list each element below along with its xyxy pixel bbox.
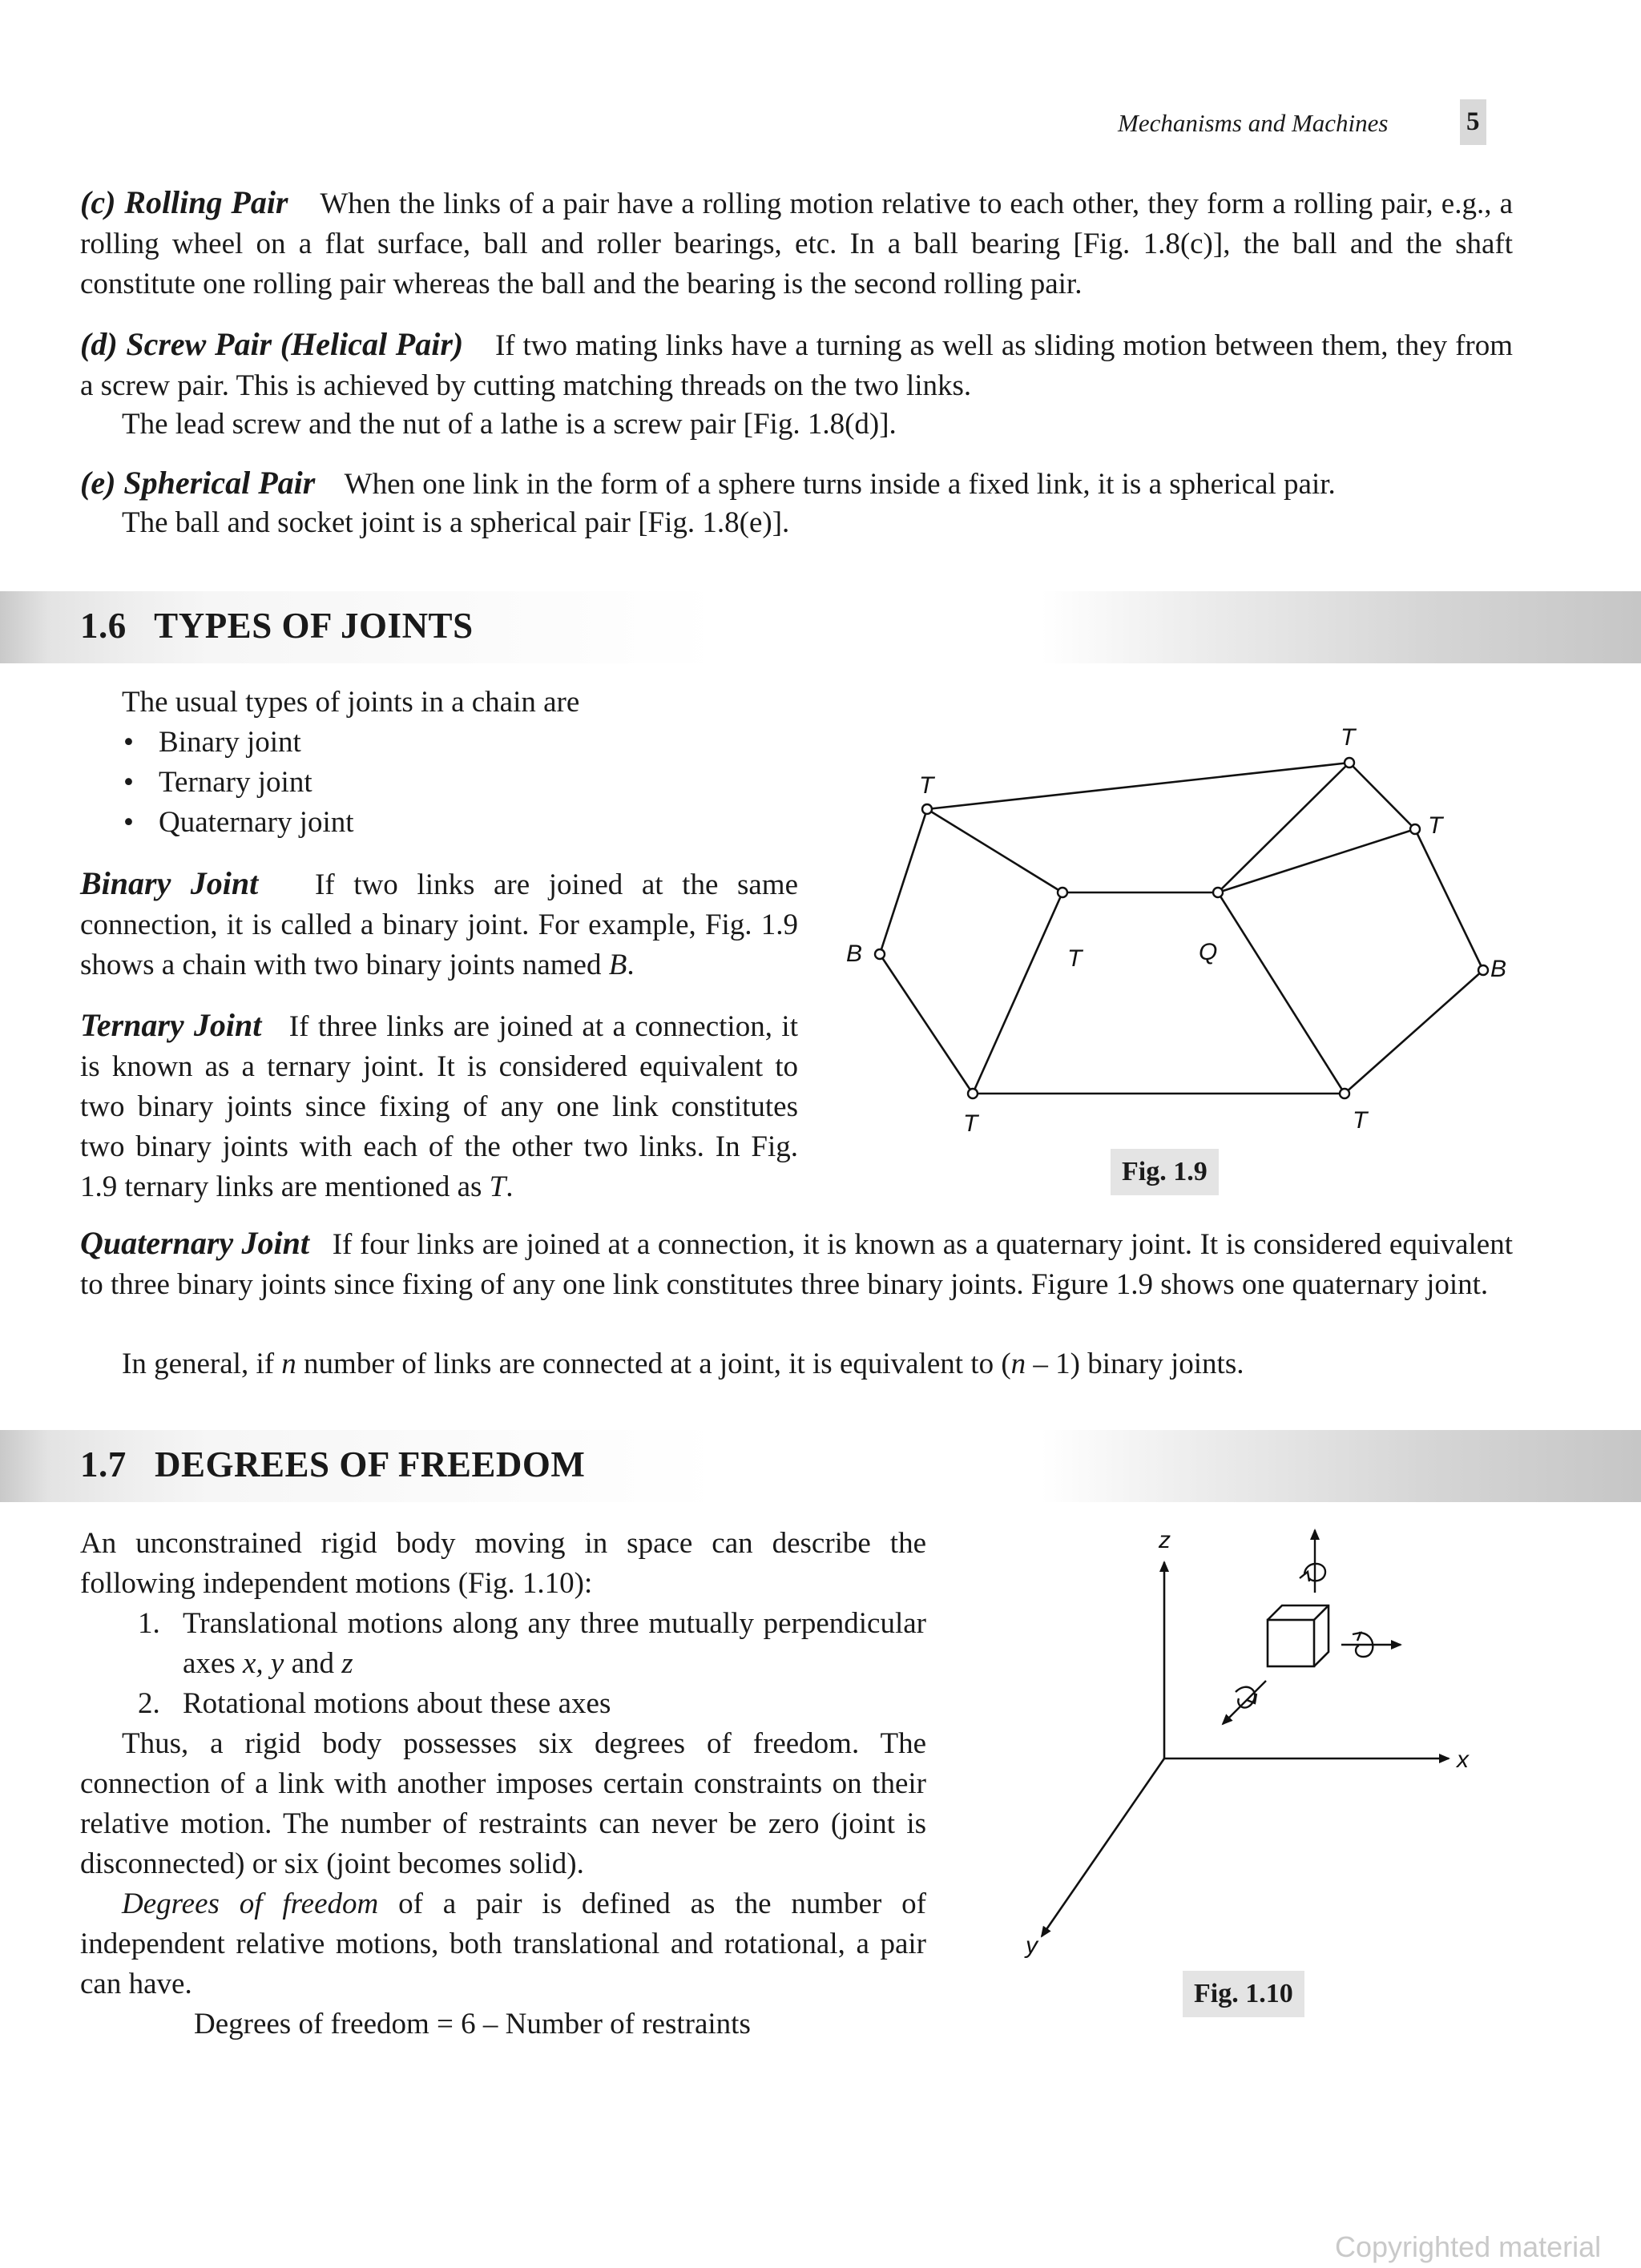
joint-node [922,804,932,814]
running-title: Mechanisms and Machines [1118,109,1389,137]
dof-term: Degrees of freedom [122,1887,379,1920]
joint-node [968,1089,978,1098]
rolling-pair-paragraph [80,183,1513,304]
rotation-arrow-x-icon [1341,1633,1401,1657]
item-number: 1. [138,1607,160,1640]
quaternary-joint-paragraph [80,1223,1513,1305]
binary-joint-heading: Binary Joint [80,865,259,901]
link-quaternary-top [1218,763,1349,892]
general-post: – 1) binary joints. [1033,1348,1244,1380]
item-number: 2. [138,1687,160,1720]
rotation-arrow-z-icon [1300,1530,1325,1593]
quaternary-joint-heading: Quaternary Joint [80,1225,309,1261]
spherical-pair-paragraph [80,463,1513,505]
label-t-lower-right: T [1353,1107,1368,1134]
joints-intro: The usual types of joints in a chain are [122,686,580,719]
general-var-n: n [281,1348,296,1380]
item-text: Translational motions along any three mutually perpendicular axes [183,1607,926,1680]
fig-1-9-caption: Fig. 1.9 [1111,1149,1219,1195]
item-var-z: z [341,1647,353,1680]
label-t-top: T [1341,724,1356,751]
axis-label-z: z [1159,1527,1171,1553]
link-left-diagonal [927,809,1062,892]
fig-1-9-diagram [825,713,1530,1146]
item-vars: x, y [243,1647,284,1680]
label-b-right: B [1490,956,1507,982]
joint-node [1345,758,1354,767]
item-and: and [291,1647,335,1680]
link-top [927,763,1349,809]
screw-pair-example: The lead screw and the nut of a lathe is a screw pair [Fig. 1.8(d)]. [122,408,897,441]
coordinate-axes [1042,1562,1449,1936]
dof-intro: An unconstrained rigid body moving in space can describe the following independent motions (Fig. 1.10): [80,1527,926,1600]
cube-edge [1314,1605,1329,1620]
joint-node [1058,888,1067,897]
y-axis [1042,1758,1164,1936]
binary-joint-end: . [627,949,635,981]
fig-1-10-caption: Fig. 1.10 [1183,1971,1304,2017]
link-quaternary-bottom [1218,892,1345,1094]
rolling-pair-text: When the links of a pair have a rolling motion relative to each other, they form a rolling pair, e.g., a rolling wheel on a flat surface, ball and roller bearings, etc. In a ball bearing [Fig. 1.8(c)], the ball and the shaft constitute one rolling pair whereas the ball and the bearing is the second rolling pair. [80,187,1513,300]
dof-equation: Degrees of freedom = 6 – Number of restraints [194,2008,751,2040]
list-item: • Quaternary joint [120,803,761,843]
label-q-center: Q [1199,939,1218,965]
axis-label-x: x [1457,1746,1469,1773]
section-1-7-title: 1.7 DEGREES OF FREEDOM [80,1444,586,1484]
axis-label-y: y [1026,1932,1038,1959]
ternary-joint-end: . [506,1170,514,1203]
joint-node [1478,965,1488,975]
joint-node [875,949,885,959]
binary-joint-text: If two links are joined at the same connection, it is called a binary joint. For example, Fig. 1.9 shows a chain with two binary joints named [80,868,798,981]
spherical-pair-heading: (e) Spherical Pair [80,465,316,501]
list-item: • Ternary joint [120,763,761,803]
dof-paragraph-2 [80,1884,926,2004]
cube-front-face [1268,1620,1314,1666]
chain-links [880,763,1483,1094]
ternary-joint-paragraph [80,1005,798,1207]
label-b-left: B [846,941,863,967]
rolling-pair-heading: (c) Rolling Pair [80,184,288,220]
link-lower-right [1345,970,1483,1094]
ternary-joint-heading: Ternary Joint [80,1007,262,1043]
general-joint-statement [122,1344,1513,1384]
list-item [138,1604,926,1684]
label-t-lower-left: T [963,1110,978,1137]
link-lower-left [880,954,973,1094]
general-pre: In general, if [122,1348,275,1380]
link-upper-left [880,809,927,954]
item-text: Rotational motions about these axes [183,1687,611,1720]
copyright-watermark: Copyrighted material [1335,2230,1602,2263]
link-quaternary-right [1218,829,1415,892]
label-t-upper-left: T [919,772,934,799]
joint-node [1213,888,1223,897]
list-item: • Binary joint [120,723,761,763]
rotation-x-head [1353,1633,1361,1641]
rotation-arrow-y-icon [1223,1681,1266,1724]
section-1-6-title: 1.6 TYPES OF JOINTS [80,606,474,646]
quaternary-joint-text: If four links are joined at a connection, it is known as a quaternary joint. It is considered equivalent to three binary joints since fixing of any one link constitutes three binary joints. Figure 1.9 shows one quaternary joint. [80,1228,1514,1301]
screw-pair-text: If two mating links have a turning as well as sliding motion between them, they from a screw pair. This is achieved by cutting matching threads on the two links. [80,329,1513,402]
rotation-y-curl [1236,1687,1255,1708]
screw-pair-heading: (d) Screw Pair (Helical Pair) [80,326,464,362]
spherical-pair-example: The ball and socket joint is a spherical pair [Fig. 1.8(e)]. [122,506,790,539]
list-item [138,1684,926,1724]
motion-list [138,1604,926,1724]
binary-joint-paragraph [80,864,798,985]
dof-definition: of a pair is defined as the number of independent relative motions, both translational and rotational, a pair can have. [80,1887,927,2000]
label-t-right: T [1428,812,1443,839]
link-top-right [1349,763,1415,829]
joint-types-list [120,723,761,843]
label-t-center: T [1067,945,1083,972]
cube-icon [1268,1605,1329,1666]
general-mid: number of links are connected at a joint, it is equivalent to ( [304,1348,1011,1380]
screw-pair-paragraph [80,324,1513,406]
ternary-joint-var: T [489,1170,506,1203]
link-right-mid [1415,829,1483,970]
rotation-z-head [1300,1572,1309,1581]
general-var-n2: n [1010,1348,1026,1380]
ternary-joint-text: If three links are joined at a connection, it is known as a ternary joint. It is considered equivalent to two binary joints since fixing of any one link constitutes two binary joints with each of the other two links. In Fig. 1.9 ternary links are mentioned as [80,1010,798,1203]
fig-1-10-diagram [1002,1514,1498,1963]
binary-joint-var: B [608,949,627,981]
joint-node [1410,824,1420,834]
link-center-left [973,892,1062,1094]
page-number: 5 [1460,99,1486,145]
dof-paragraph-1: Thus, a rigid body possesses six degrees of freedom. The connection of a link with another imposes certain constraints on their relative motion. The number of restraints can never be zero (joint is disconnected) or six (joint becomes solid). [80,1727,926,1880]
joint-node [1340,1089,1349,1098]
spherical-pair-text: When one link in the form of a sphere turns inside a fixed link, it is a spherical pair. [344,468,1336,501]
